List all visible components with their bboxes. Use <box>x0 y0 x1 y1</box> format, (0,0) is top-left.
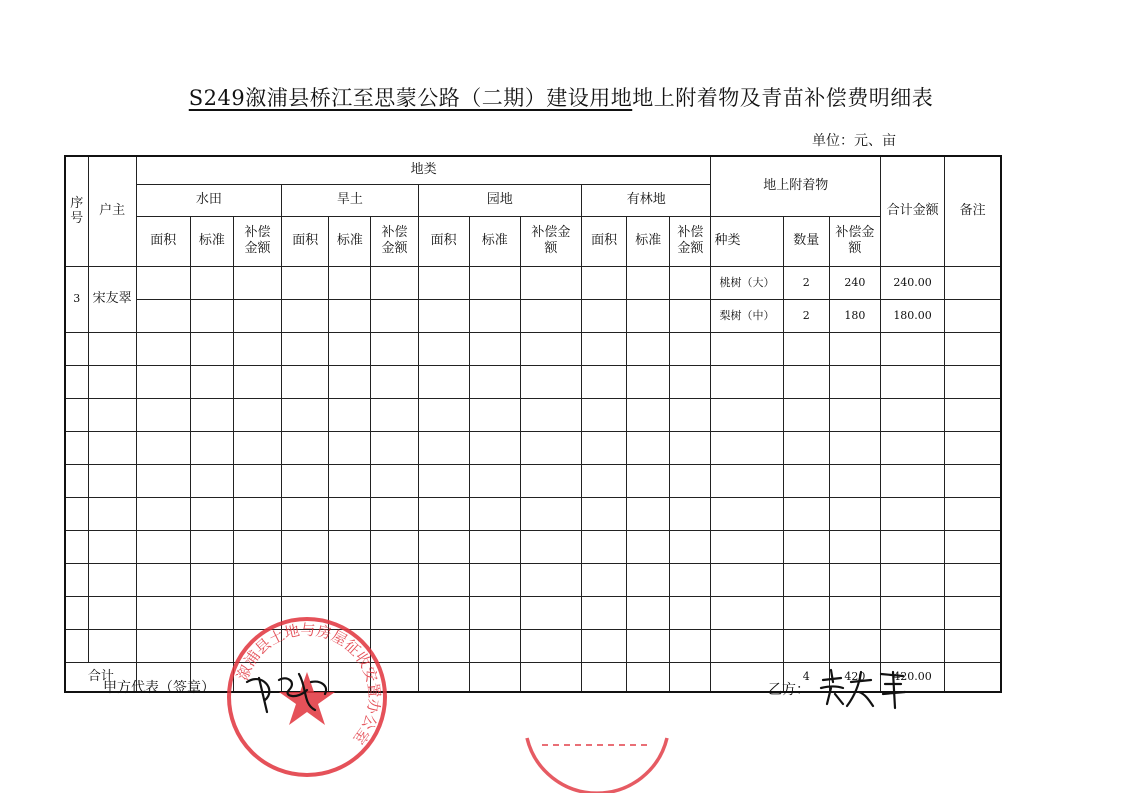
header-seq: 序号 <box>65 156 88 266</box>
table-row <box>65 266 1001 299</box>
header-comp-amount: 补偿金额 <box>520 216 581 266</box>
header-area: 面积 <box>418 216 469 266</box>
header-quantity: 数量 <box>783 216 829 266</box>
header-comp-amount: 补偿金额 <box>371 216 418 266</box>
header-garden: 园地 <box>418 184 582 216</box>
header-standard: 标准 <box>329 216 371 266</box>
empty-row <box>65 332 1001 365</box>
header-total-amount: 合计金额 <box>880 156 944 266</box>
header-attachment-amount: 补偿金额 <box>829 216 880 266</box>
summary-amount: 420 <box>829 662 880 692</box>
header-kind: 种类 <box>711 216 783 266</box>
row-owner: 宋友翠 <box>88 266 136 332</box>
title-underlined-part: S249溆浦县桥江至思蒙公路（二期）建设用地 <box>188 86 633 110</box>
empty-row <box>65 497 1001 530</box>
item-qty: 2 <box>783 299 829 332</box>
empty-row <box>65 365 1001 398</box>
item-amount: 240 <box>829 266 880 299</box>
seal-text: 溆浦县土地与房屋征收安置办公室 <box>233 620 384 748</box>
empty-row <box>65 431 1001 464</box>
header-comp-amount: 补偿金额 <box>670 216 711 266</box>
summary-total: 420.00 <box>880 662 944 692</box>
header-owner: 户主 <box>88 156 136 266</box>
empty-row <box>65 596 1001 629</box>
header-area: 面积 <box>136 216 190 266</box>
header-attachments: 地上附着物 <box>711 156 881 216</box>
document-title <box>0 82 1122 112</box>
item-kind: 桃树（大） <box>711 266 783 299</box>
summary-qty: 4 <box>783 662 829 692</box>
header-standard: 标准 <box>190 216 233 266</box>
row-seq: 3 <box>65 266 88 332</box>
unit-label: 单位：元、亩 <box>812 133 896 149</box>
header-area: 面积 <box>582 216 627 266</box>
header-dry-land: 旱土 <box>282 184 418 216</box>
official-seal-partial <box>522 733 672 793</box>
empty-row <box>65 530 1001 563</box>
item-total: 240.00 <box>880 266 944 299</box>
item-total: 180.00 <box>880 299 944 332</box>
empty-row <box>65 464 1001 497</box>
empty-row <box>65 629 1001 662</box>
compensation-table <box>64 155 1002 693</box>
empty-row <box>65 398 1001 431</box>
header-land-type: 地类 <box>136 156 711 184</box>
table-row <box>65 299 1001 332</box>
item-kind: 梨树（中） <box>711 299 783 332</box>
summary-label: 合计 <box>65 662 136 692</box>
header-area: 面积 <box>282 216 329 266</box>
header-comp-amount: 补偿金额 <box>233 216 281 266</box>
header-paddy: 水田 <box>136 184 281 216</box>
title-rest: 地上附着物及青苗补偿费明细表 <box>632 86 934 110</box>
item-amount: 180 <box>829 299 880 332</box>
party-a-label: 甲方代表（签章） <box>103 680 215 696</box>
empty-row <box>65 563 1001 596</box>
item-qty: 2 <box>783 266 829 299</box>
header-standard: 标准 <box>469 216 520 266</box>
header-forest: 有林地 <box>582 184 711 216</box>
party-b-label: 乙方： <box>768 682 810 698</box>
header-remarks: 备注 <box>945 156 1001 266</box>
header-standard: 标准 <box>627 216 670 266</box>
